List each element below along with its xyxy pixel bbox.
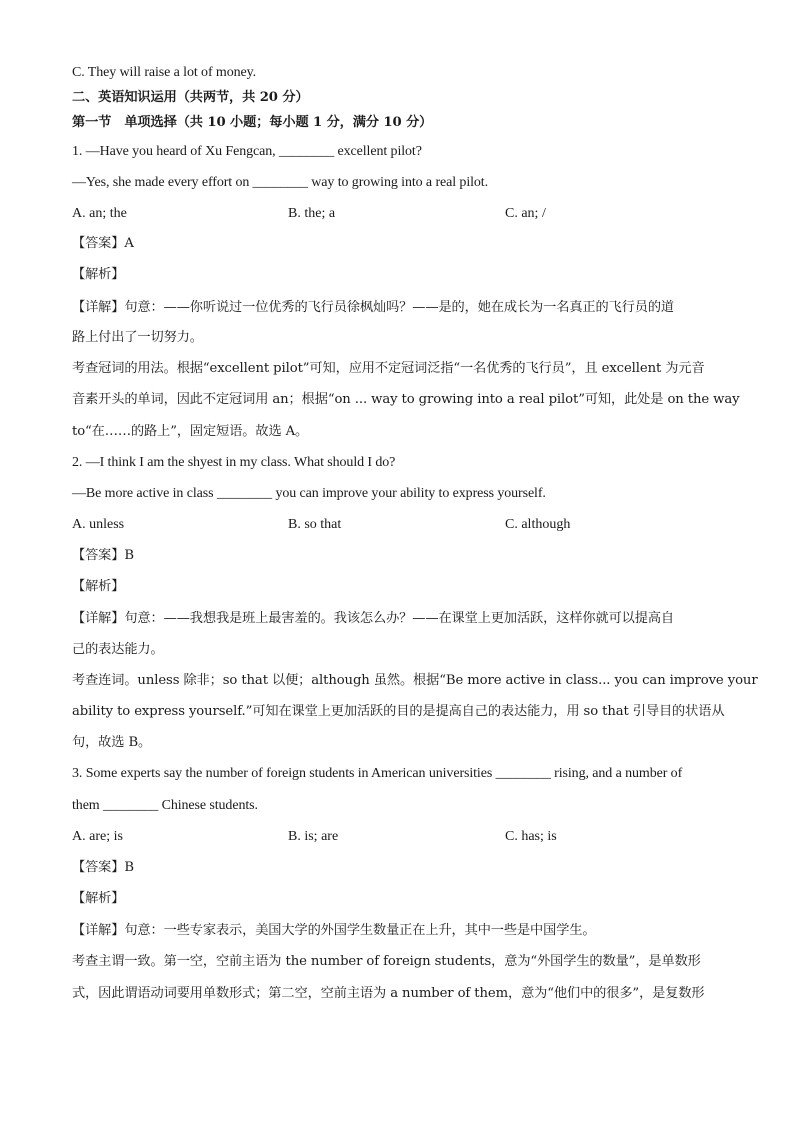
- question-2-analysis-label: 【解析】: [72, 579, 125, 594]
- question-1-explanation-2: 路上付出了一切努力。: [72, 330, 203, 345]
- question-3-option-a: A. are; is: [72, 829, 123, 844]
- question-1-stem-line-2: —Yes, she made every effort on ________ way to growing into a real pilot.: [72, 175, 488, 190]
- subsection-title: 第一节 单项选择（共 10 小题；每小题 1 分，满分 10 分）: [72, 115, 433, 130]
- question-3-explanation-3: 式，因此谓语动词要用单数形式；第二空，空前主语为 a number of them，意为“他们中的很多”，是复数形: [72, 986, 705, 1001]
- question-1-option-a: A. an; the: [72, 206, 127, 221]
- question-1-option-c: C. an; /: [505, 206, 546, 221]
- question-3-answer: 【答案】B: [72, 860, 134, 875]
- question-3-stem-line-2: them ________ Chinese students.: [72, 798, 258, 813]
- question-1-explanation-1: 【详解】句意：——你听说过一位优秀的飞行员徐枫灿吗？——是的，她在成长为一名真正的飞行员的道: [72, 300, 675, 315]
- question-2-option-a: A. unless: [72, 517, 125, 532]
- question-3-stem-line-1: 3. Some experts say the number of foreign students in American universities ________ rising, and a number of: [72, 766, 683, 781]
- question-2-stem-line-2: —Be more active in class ________ you can improve your ability to express yourself.: [72, 486, 546, 501]
- question-2-explanation-5: 句，故选 B。: [72, 735, 152, 750]
- question-1-stem-line-1: 1. —Have you heard of Xu Fengcan, ________ excellent pilot?: [72, 144, 422, 159]
- question-1-option-b: B. the; a: [288, 206, 336, 221]
- question-1-explanation-5: to“在……的路上”，固定短语。故选 A。: [72, 424, 309, 439]
- question-2-explanation-4: ability to express yourself.”可知在课堂上更加活跃的目的是提高自己的表达能力，用 so that 引导目的状语从: [72, 704, 725, 719]
- question-2-explanation-2: 己的表达能力。: [72, 642, 164, 657]
- previous-option-c: C. They will raise a lot of money.: [72, 65, 257, 80]
- question-1-analysis-label: 【解析】: [72, 267, 125, 282]
- question-2-stem-line-1: 2. —I think I am the shyest in my class. What should I do?: [72, 455, 396, 470]
- question-2-explanation-3: 考查连词。unless 除非；so that 以便；although 虽然。根据“Be more active in class... you can improve your: [72, 673, 758, 688]
- question-2-option-b: B. so that: [288, 517, 342, 532]
- question-3-analysis-label: 【解析】: [72, 891, 125, 906]
- question-3-explanation-2: 考查主谓一致。第一空，空前主语为 the number of foreign students，意为“外国学生的数量”，是单数形: [72, 954, 701, 969]
- question-1-explanation-3: 考查冠词的用法。根据“excellent pilot”可知，应用不定冠词泛指“一名优秀的飞行员”，且 excellent 为元音: [72, 361, 705, 376]
- question-3-option-c: C. has; is: [505, 829, 557, 844]
- question-1-explanation-4: 音素开头的单词，因此不定冠词用 an；根据“on ... way to growing into a real pilot”可知，此处是 on the way: [72, 392, 740, 407]
- section-title: 二、英语知识运用（共两节，共 20 分）: [72, 90, 309, 105]
- question-2-explanation-1: 【详解】句意：——我想我是班上最害羞的。我该怎么办？——在课堂上更加活跃，这样你就可以提高自: [72, 611, 675, 626]
- question-3-explanation-1: 【详解】句意：一些专家表示，美国大学的外国学生数量正在上升，其中一些是中国学生。: [72, 923, 596, 938]
- question-2-option-c: C. although: [505, 517, 571, 532]
- question-1-answer: 【答案】A: [72, 236, 134, 251]
- question-2-answer: 【答案】B: [72, 548, 134, 563]
- question-3-option-b: B. is; are: [288, 829, 339, 844]
